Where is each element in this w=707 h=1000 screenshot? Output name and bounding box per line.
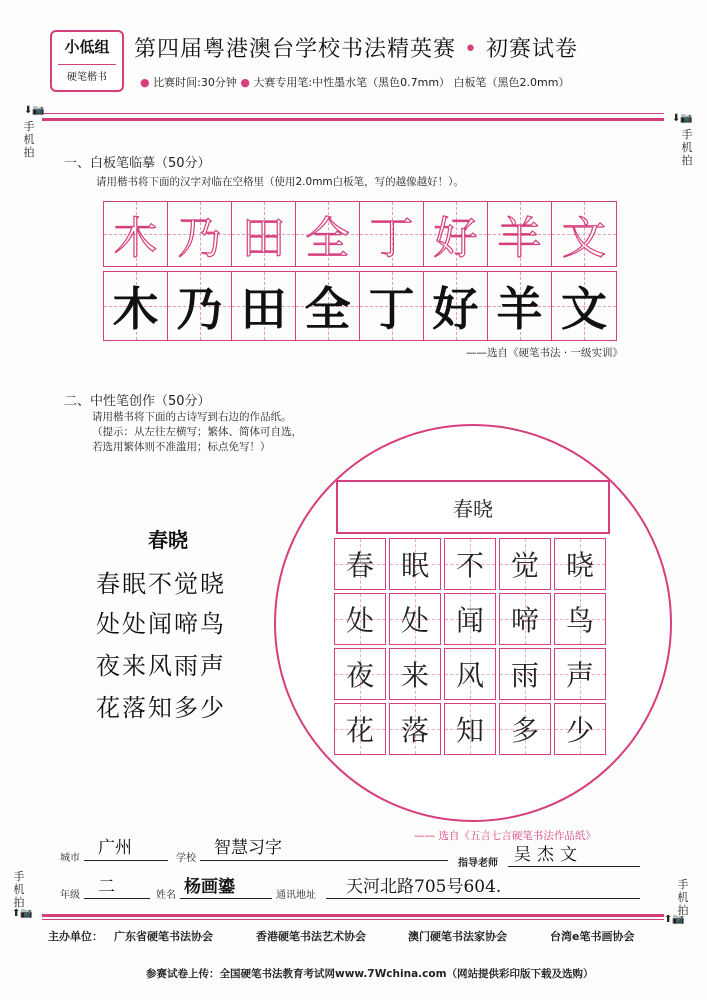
work-cell[interactable] — [554, 703, 606, 755]
page-title — [134, 32, 578, 63]
organizer-1: 广东省硬笔书法协会 — [114, 930, 213, 943]
trace-cell[interactable] — [488, 202, 552, 266]
side-label-top-right: 手机拍 — [681, 128, 693, 167]
trace-cell[interactable] — [552, 202, 616, 266]
section2-source: —— 选自《五言七言硬笔书法作品纸》 — [414, 830, 596, 842]
poem-line: 花落知多少 — [96, 694, 226, 722]
city-label: 城市 — [60, 853, 80, 864]
model-char: 全 — [304, 282, 351, 336]
trace-char: 好 — [433, 213, 478, 264]
work-cell[interactable] — [334, 593, 386, 645]
poem-line: 夜来风雨声 — [96, 652, 226, 680]
trace-char: 丁 — [369, 213, 414, 264]
work-cell[interactable] — [554, 648, 606, 700]
section2-heading: 二、中性笔创作（50分） — [64, 394, 211, 409]
model-cell[interactable] — [360, 272, 424, 340]
address-label: 通讯地址 — [276, 890, 316, 901]
work-cell[interactable] — [389, 538, 441, 590]
upload-note: 参赛试卷上传：全国硬笔书法教育考试网www.7Wchina.com（网站提供彩印版下载及选购） — [146, 968, 594, 980]
work-title-box[interactable] — [336, 480, 610, 534]
work-cell[interactable] — [389, 648, 441, 700]
name-field[interactable]: 杨画鎏 — [184, 877, 235, 897]
work-cell[interactable] — [554, 538, 606, 590]
section1-source: ——选自《硬笔书法 · 一级实训》 — [466, 347, 624, 359]
work-cell[interactable] — [389, 593, 441, 645]
model-char: 文 — [561, 282, 607, 336]
work-char: 夜 — [345, 659, 374, 692]
address-underline — [326, 898, 640, 899]
grade-label: 年级 — [60, 890, 80, 901]
work-char: 闻 — [455, 604, 484, 637]
section1-instruction: 请用楷书将下面的汉字对临在空格里（使用2.0mm白板笔，写的越像越好！）。 — [96, 176, 464, 188]
trace-cell[interactable] — [232, 202, 296, 266]
work-cell[interactable] — [444, 648, 496, 700]
section1-heading: 一、白板笔临摹（50分） — [64, 156, 211, 171]
bullet-icon: ● — [140, 76, 150, 89]
trace-cell[interactable] — [360, 202, 424, 266]
trace-cell[interactable] — [168, 202, 232, 266]
side-label-top-left: 手机拍 — [23, 120, 35, 159]
work-char: 春 — [345, 549, 374, 582]
model-cell[interactable] — [488, 272, 552, 340]
city-underline — [84, 860, 168, 861]
logo — [50, 30, 124, 92]
exam-info — [140, 74, 569, 90]
work-cell[interactable] — [499, 593, 551, 645]
section2-instruction-3: 若选用繁体则不准滥用；标点免写！） — [92, 441, 271, 453]
model-char: 田 — [240, 282, 287, 336]
side-label-bottom-right: 手机拍 — [677, 878, 689, 917]
model-char: 丁 — [368, 282, 415, 336]
top-divider-thick — [42, 118, 664, 121]
work-char: 多 — [510, 714, 539, 747]
work-cell[interactable] — [334, 703, 386, 755]
teacher-underline — [508, 866, 640, 867]
work-char: 风 — [455, 659, 484, 692]
trace-char: 田 — [241, 213, 286, 264]
work-char: 雨 — [510, 659, 539, 692]
teacher-field[interactable]: 吴杰文 — [514, 845, 583, 865]
logo-subtitle: 硬笔楷书 — [58, 64, 116, 83]
work-char: 处 — [400, 604, 429, 637]
trace-cell[interactable] — [296, 202, 360, 266]
work-cell[interactable] — [554, 593, 606, 645]
title-tail: 初赛试卷 — [486, 37, 579, 62]
school-label: 学校 — [176, 853, 196, 864]
work-cell[interactable] — [444, 593, 496, 645]
trace-cell[interactable] — [424, 202, 488, 266]
grade-field[interactable]: 二 — [98, 877, 115, 897]
time-label: 比赛时间:30分钟 — [153, 76, 237, 89]
bullet-icon: ● — [240, 76, 250, 89]
trace-cell[interactable] — [104, 202, 168, 266]
work-char: 啼 — [510, 604, 539, 637]
section2-instruction-1: 请用楷书将下面的古诗写到右边的作品纸。 — [92, 411, 292, 423]
work-title: 春晓 — [453, 496, 493, 521]
logo-group-label: 小低组 — [64, 38, 110, 56]
title-dot: • — [464, 37, 478, 62]
model-cell[interactable] — [168, 272, 232, 340]
model-char: 木 — [112, 282, 159, 336]
section2-instruction-2: （提示：从左往左横写；繁体、简体可自选， — [92, 426, 302, 438]
work-cell[interactable] — [334, 648, 386, 700]
side-label-bottom-left: 手机拍 — [13, 870, 25, 909]
model-cell[interactable] — [424, 272, 488, 340]
teacher-label: 指导老师 — [458, 858, 498, 869]
address-field[interactable]: 天河北路705号604. — [346, 877, 502, 897]
work-cell[interactable] — [444, 538, 496, 590]
organizer-3: 澳门硬笔书法家协会 — [408, 930, 507, 943]
school-underline — [200, 860, 448, 861]
name-underline — [180, 898, 272, 899]
city-field[interactable]: 广州 — [98, 838, 132, 858]
model-char: 羊 — [496, 282, 543, 336]
title-main: 第四届粤港澳台学校书法精英赛 — [134, 37, 457, 62]
bottom-divider — [42, 919, 664, 920]
model-cell[interactable] — [104, 272, 168, 340]
work-char: 落 — [400, 714, 429, 747]
work-char: 少 — [565, 714, 594, 747]
work-cell[interactable] — [499, 538, 551, 590]
organizer-2: 香港硬笔书法艺术协会 — [256, 930, 366, 943]
work-char: 眠 — [400, 549, 429, 582]
trace-char: 木 — [113, 213, 158, 264]
model-cell[interactable] — [296, 272, 360, 340]
school-field[interactable]: 智慧习字 — [214, 838, 282, 858]
trace-char: 全 — [305, 213, 350, 264]
camera-icon: ⬇📷 — [24, 105, 45, 116]
work-char: 处 — [345, 604, 374, 637]
work-char: 不 — [455, 549, 484, 582]
trace-char: 羊 — [497, 213, 542, 264]
model-char: 好 — [432, 282, 479, 336]
bottom-divider-thick — [42, 914, 664, 917]
work-cell[interactable] — [499, 703, 551, 755]
trace-char: 乃 — [177, 213, 222, 264]
camera-icon: ⬆📷 — [664, 914, 685, 925]
work-grid — [334, 538, 606, 755]
work-char: 花 — [345, 714, 374, 747]
top-divider — [42, 113, 664, 114]
organizer-4: 台湾e笔书画协会 — [550, 930, 635, 943]
model-cell[interactable] — [232, 272, 296, 340]
work-cell[interactable] — [389, 703, 441, 755]
poem-title: 春晓 — [148, 528, 188, 552]
work-char: 觉 — [510, 549, 539, 582]
trace-char: 文 — [562, 213, 606, 264]
work-cell[interactable] — [499, 648, 551, 700]
pen-label: 大赛专用笔:中性墨水笔（黑色0.7mm） 白板笔（黑色2.0mm） — [253, 76, 570, 89]
organizer-label: 主办单位： — [48, 930, 103, 943]
work-char: 声 — [565, 659, 594, 692]
work-cell[interactable] — [444, 703, 496, 755]
model-grid — [103, 271, 617, 341]
poem-line: 春眠不觉晓 — [96, 570, 226, 598]
poem-line: 处处闻啼鸟 — [96, 610, 226, 638]
model-cell[interactable] — [552, 272, 616, 340]
work-char: 晓 — [565, 549, 594, 582]
camera-icon: ⬆📷 — [12, 908, 33, 919]
model-char: 乃 — [176, 282, 223, 336]
camera-icon: ⬇📷 — [672, 113, 693, 124]
trace-grid — [103, 201, 617, 267]
work-char: 鸟 — [565, 604, 594, 637]
work-cell[interactable] — [334, 538, 386, 590]
name-label: 姓名 — [156, 890, 176, 901]
work-char: 来 — [400, 659, 429, 692]
grade-underline — [84, 898, 150, 899]
work-char: 知 — [455, 714, 484, 747]
